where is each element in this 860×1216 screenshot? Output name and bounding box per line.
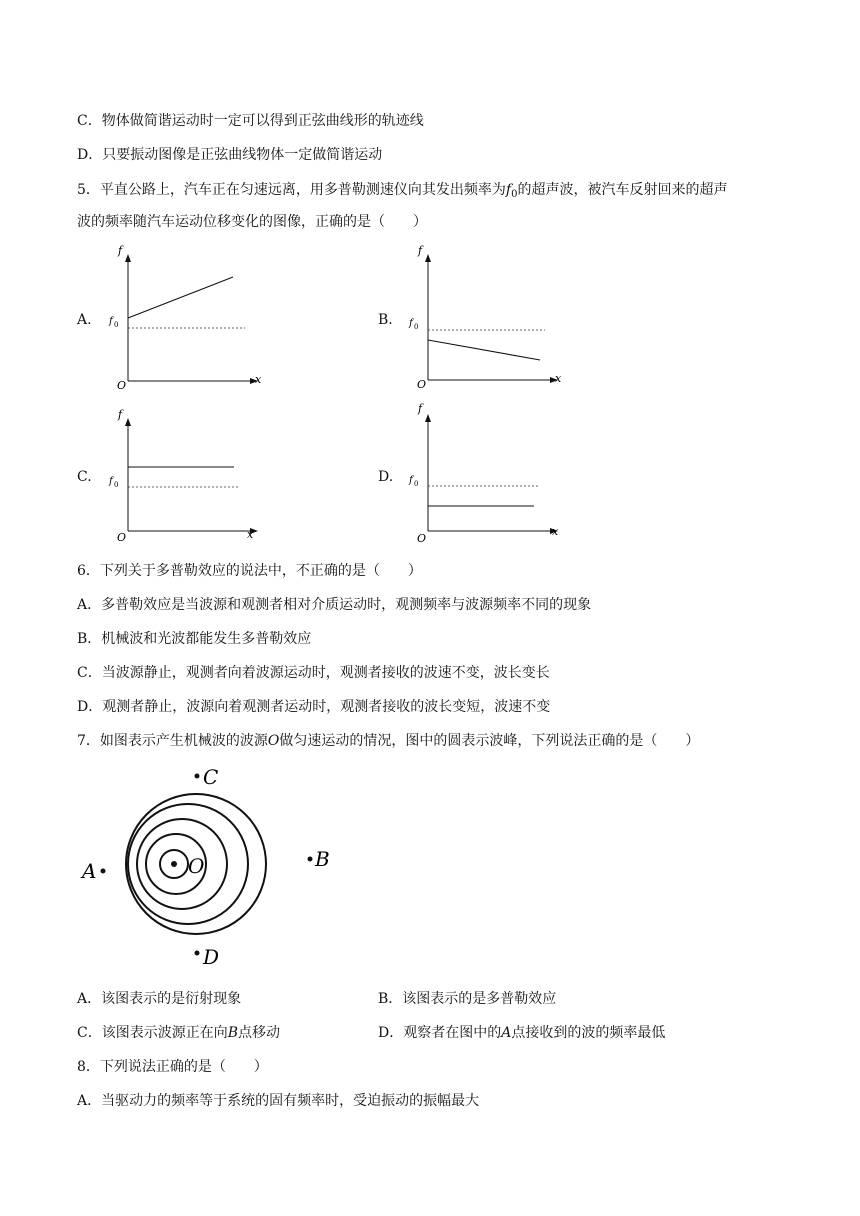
q6-option-c: C．当波源静止，观测者向着波源运动时，观测者接收的波速不变，波长变长 bbox=[77, 665, 550, 681]
graph-c-f-label: f bbox=[118, 408, 123, 421]
graph-a-label: A. bbox=[77, 312, 92, 328]
q4-option-c: C．物体做简谐运动时一定可以得到正弦曲线形的轨迹线 bbox=[77, 113, 424, 129]
q7-stem: 7．如图表示产生机械波的波源O做匀速运动的情况，图中的圆表示波峰，下列说法正确的是（ ） bbox=[77, 733, 700, 749]
graph-c-x-label: x bbox=[247, 528, 254, 541]
graph-c-f0: f bbox=[109, 476, 113, 487]
graph-a-f0: f bbox=[109, 316, 113, 327]
graph-d-f0-sub: 0 bbox=[414, 480, 419, 488]
q7-option-c: C．该图表示波源正在向B点移动 bbox=[77, 1025, 281, 1041]
graph-c-f0-sub: 0 bbox=[114, 481, 119, 489]
graph-b-f-label: f bbox=[418, 244, 423, 257]
q8-option-a: A．当驱动力的频率等于系统的固有频率时，受迫振动的振幅最大 bbox=[77, 1093, 480, 1109]
graph-d-x-label: x bbox=[552, 525, 559, 538]
q5-stem-line1: 5．平直公路上，汽车正在匀速远离，用多普勒测速仪向其发出频率为$f_0$的超声波，被汽车反射回来的超声 bbox=[77, 182, 728, 200]
graph-d-label: D. bbox=[378, 469, 394, 485]
graph-d-f0: f bbox=[409, 475, 413, 486]
q7-option-d: D．观察者在图中的A点接收到的波的频率最低 bbox=[378, 1025, 666, 1041]
graph-a bbox=[100, 240, 270, 395]
point-d-label: D bbox=[203, 945, 220, 969]
graph-b-f0: f bbox=[409, 318, 413, 329]
q6-option-d: D．观测者静止，波源向着观测者运动时，观测者接收的波长变短，波速不变 bbox=[77, 699, 551, 715]
graph-c-label: C. bbox=[77, 469, 92, 485]
q5-stem-line2: 波的频率随汽车运动位移变化的图像，正确的是（ ） bbox=[77, 214, 427, 230]
graph-a-f-label: f bbox=[118, 244, 123, 257]
point-a-label: A bbox=[82, 859, 97, 883]
graph-b-f0-sub: 0 bbox=[414, 323, 419, 331]
graph-d-origin: O bbox=[417, 532, 427, 545]
q6-option-a: A．多普勒效应是当波源和观测者相对介质运动时，观测频率与波源频率不同的现象 bbox=[77, 597, 592, 613]
doppler-wave-figure bbox=[70, 760, 350, 975]
graph-d bbox=[400, 400, 570, 550]
q6-option-b: B．机械波和光波都能发生多普勒效应 bbox=[77, 631, 312, 647]
graph-a-origin: O bbox=[117, 379, 127, 392]
graph-c bbox=[100, 400, 270, 550]
q7-option-a: A．该图表示的是衍射现象 bbox=[77, 991, 242, 1007]
graph-b-x-label: x bbox=[555, 372, 562, 385]
q6-stem: 6．下列关于多普勒效应的说法中，不正确的是（ ） bbox=[77, 563, 422, 579]
graph-a-x-label: x bbox=[255, 373, 262, 386]
point-b-label: B bbox=[315, 847, 330, 871]
point-c-label: C bbox=[203, 765, 219, 789]
graph-d-f-label: f bbox=[418, 402, 423, 415]
q7-option-b: B．该图表示的是多普勒效应 bbox=[378, 991, 557, 1007]
q8-stem: 8．下列说法正确的是（ ） bbox=[77, 1059, 268, 1075]
graph-b bbox=[400, 240, 570, 395]
source-o-label: O bbox=[188, 854, 205, 878]
graph-b-origin: O bbox=[417, 378, 427, 391]
graph-c-origin: O bbox=[117, 531, 127, 544]
q4-option-d: D．只要振动图像是正弦曲线物体一定做简谐运动 bbox=[77, 147, 383, 163]
graph-a-f0-sub: 0 bbox=[114, 321, 119, 329]
graph-b-label: B. bbox=[378, 312, 393, 328]
